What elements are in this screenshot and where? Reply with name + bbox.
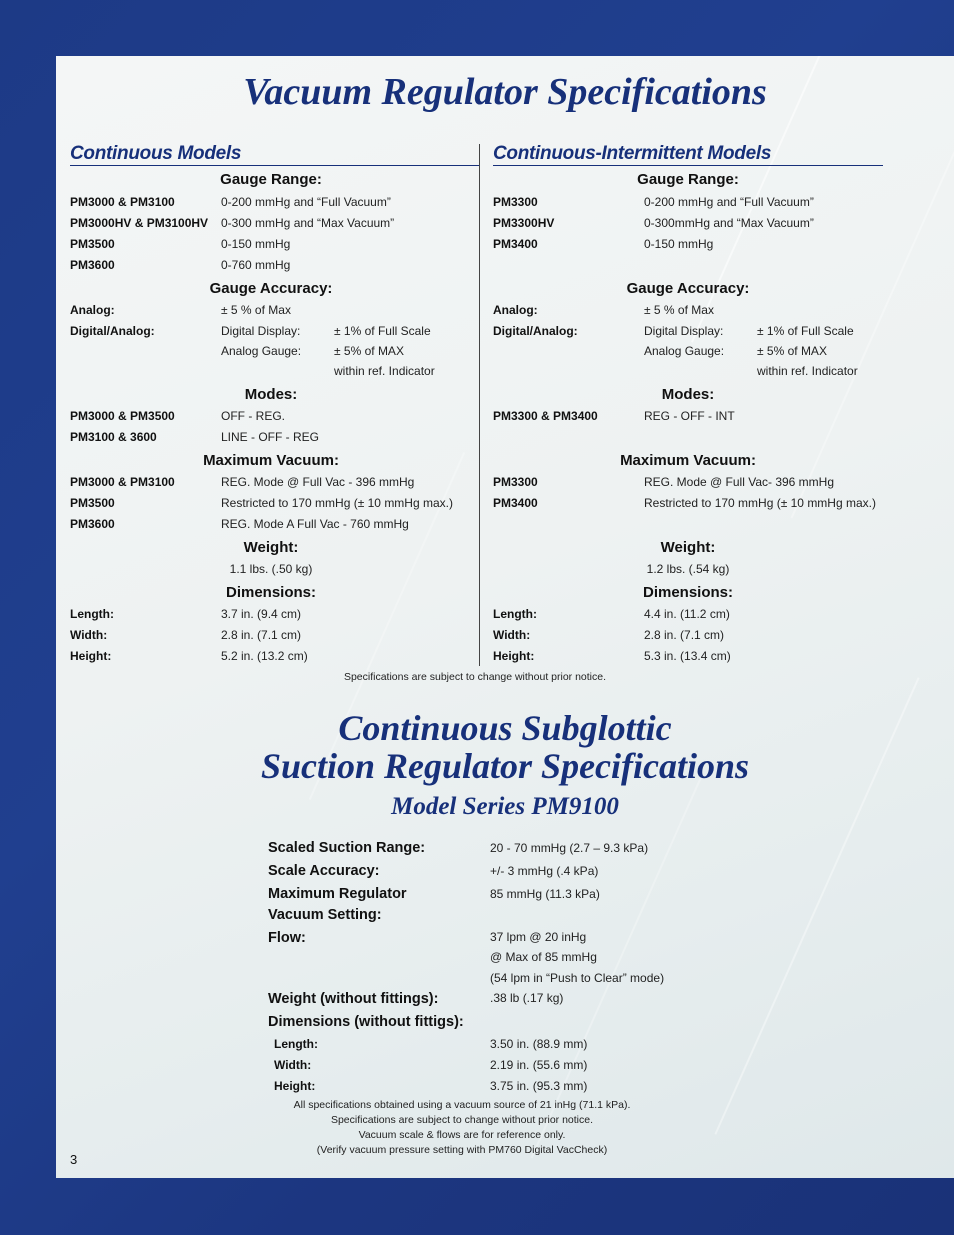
spec-label: Dimensions (without fittigs): [268, 1014, 464, 1030]
row-value: 4.4 in. (11.2 cm) [644, 607, 730, 621]
row-label: PM3100 & 3600 [70, 430, 157, 444]
row-label: PM3000 & PM3100 [70, 475, 175, 489]
section-title: Gauge Range: [220, 171, 322, 188]
row-value: Digital Display: [644, 324, 724, 338]
row-value: 0-150 mmHg [644, 237, 714, 251]
continuous-models-heading: Continuous Models [70, 143, 242, 164]
row-label: Length: [70, 607, 114, 621]
row-label: PM3400 [493, 237, 538, 251]
row-value: 2.8 in. (7.1 cm) [644, 628, 725, 642]
heading-rule-right [493, 165, 883, 166]
model-series-subtitle: Model Series PM9100 [391, 793, 619, 820]
row-value: 0-300mmHg and “Max Vacuum” [644, 216, 814, 230]
row-label: PM3300 [493, 475, 538, 489]
row-value: 0-300 mmHg and “Max Vacuum” [221, 216, 395, 230]
row-label: PM3600 [70, 258, 115, 272]
row-value: Restricted to 170 mmHg (± 10 mmHg max.) [644, 496, 876, 510]
row-value: ± 5% of MAX [757, 344, 827, 358]
spec-value: 20 - 70 mmHg (2.7 – 9.3 kPa) [490, 841, 649, 855]
row-label: Analog: [493, 303, 538, 317]
section-title: Modes: [661, 386, 715, 403]
row-label: Length: [493, 607, 537, 621]
weight-value: 1.2 lbs. (.54 kg) [646, 562, 730, 576]
footnote: All specifications obtained using a vacuum source of 21 inHg (71.1 kPa). [293, 1099, 631, 1111]
row-value: ± 1% of Full Scale [757, 324, 854, 338]
spec-value: 85 mmHg (11.3 kPa) [490, 887, 600, 901]
row-value: 0-200 mmHg and “Full Vacuum” [644, 195, 814, 209]
weight-value: 1.1 lbs. (.50 kg) [229, 562, 313, 576]
row-label: PM3000HV & PM3100HV [70, 216, 209, 230]
row-value: 3.7 in. (9.4 cm) [221, 607, 302, 621]
row-value: within ref. Indicator [334, 364, 435, 378]
row-value: REG. Mode @ Full Vac - 396 mmHg [221, 475, 415, 489]
row-value: ± 5% of MAX [334, 344, 404, 358]
row-value: LINE - OFF - REG [221, 430, 320, 444]
footnote: Vacuum scale & flows are for reference only. [358, 1129, 566, 1141]
spec-value: 37 lpm @ 20 inHg [490, 930, 587, 944]
spec-label: Vacuum Setting: [268, 907, 382, 923]
footnote: (Verify vacuum pressure setting with PM760 Digital VacCheck) [316, 1144, 608, 1156]
row-value: 5.3 in. (13.4 cm) [644, 649, 731, 663]
section-title: Gauge Range: [637, 171, 739, 188]
section-title: Weight: [243, 539, 299, 556]
dimension-value: 2.19 in. (55.6 mm) [490, 1058, 588, 1072]
row-value: ± 5 % of Max [221, 303, 291, 317]
row-value: OFF - REG. [221, 409, 285, 423]
row-label: Digital/Analog: [70, 324, 155, 338]
row-value: REG - OFF - INT [644, 409, 735, 423]
section-title: Dimensions: [642, 584, 733, 601]
dimension-value: 3.75 in. (95.3 mm) [490, 1079, 588, 1093]
row-value: ± 5 % of Max [644, 303, 714, 317]
row-label: PM3500 [70, 237, 115, 251]
subglottic-title-line2: Suction Regulator Specifications [260, 746, 750, 786]
row-value: 5.2 in. (13.2 cm) [221, 649, 308, 663]
spec-label: Maximum Regulator [268, 886, 407, 902]
page-title: Vacuum Regulator Specifications [243, 71, 767, 113]
spec-value: (54 lpm in “Push to Clear” mode) [490, 971, 665, 985]
section-title: Maximum Vacuum: [203, 452, 339, 469]
dimension-label: Height: [274, 1079, 316, 1093]
row-label: PM3400 [493, 496, 538, 510]
intermittent-models-heading: Continuous-Intermittent Models [493, 143, 772, 164]
dimension-label: Width: [274, 1058, 312, 1072]
row-label: Width: [493, 628, 531, 642]
section-title: Gauge Accuracy: [209, 280, 333, 297]
row-label: Height: [493, 649, 535, 663]
column-divider [479, 144, 480, 666]
row-value: REG. Mode A Full Vac - 760 mmHg [221, 517, 409, 531]
spec-value: @ Max of 85 mmHg [490, 950, 597, 964]
row-label: Height: [70, 649, 112, 663]
row-value: 0-760 mmHg [221, 258, 291, 272]
spec-value: +/- 3 mmHg (.4 kPa) [490, 864, 599, 878]
row-label: PM3600 [70, 517, 115, 531]
section-title: Maximum Vacuum: [620, 452, 756, 469]
spec-label: Scaled Suction Range: [268, 840, 426, 856]
section-title: Weight: [660, 539, 716, 556]
heading-rule-left [70, 165, 479, 166]
row-label: PM3500 [70, 496, 115, 510]
row-label: PM3300HV [493, 216, 555, 230]
row-value: REG. Mode @ Full Vac- 396 mmHg [644, 475, 835, 489]
dimension-value: 3.50 in. (88.9 mm) [490, 1037, 588, 1051]
row-label: PM3000 & PM3500 [70, 409, 175, 423]
footnote: Specifications are subject to change without prior notice. [330, 1114, 594, 1126]
row-value: Restricted to 170 mmHg (± 10 mmHg max.) [221, 496, 453, 510]
spec-value: .38 lb (.17 kg) [490, 991, 564, 1005]
page-number: 3 [70, 1152, 78, 1167]
row-value: 0-200 mmHg and “Full Vacuum” [221, 195, 391, 209]
row-value: 0-150 mmHg [221, 237, 291, 251]
row-value: Analog Gauge: [221, 344, 302, 358]
section-title: Modes: [244, 386, 298, 403]
row-label: PM3000 & PM3100 [70, 195, 175, 209]
row-label: PM3300 & PM3400 [493, 409, 598, 423]
row-label: PM3300 [493, 195, 538, 209]
notice-text: Specifications are subject to change without prior notice. [343, 671, 607, 683]
dimension-label: Length: [274, 1037, 318, 1051]
subglottic-title-line1: Continuous Subglottic [338, 708, 672, 748]
row-label: Width: [70, 628, 108, 642]
row-value: within ref. Indicator [757, 364, 858, 378]
spec-label: Scale Accuracy: [268, 863, 380, 879]
row-value: Analog Gauge: [644, 344, 725, 358]
spec-label: Flow: [268, 930, 306, 946]
spec-label: Weight (without fittings): [268, 991, 439, 1007]
row-value: 2.8 in. (7.1 cm) [221, 628, 302, 642]
section-title: Dimensions: [225, 584, 316, 601]
row-label: Digital/Analog: [493, 324, 578, 338]
spec-page [56, 56, 954, 1178]
row-label: Analog: [70, 303, 115, 317]
row-value: ± 1% of Full Scale [334, 324, 431, 338]
row-value: Digital Display: [221, 324, 301, 338]
section-title: Gauge Accuracy: [626, 280, 750, 297]
